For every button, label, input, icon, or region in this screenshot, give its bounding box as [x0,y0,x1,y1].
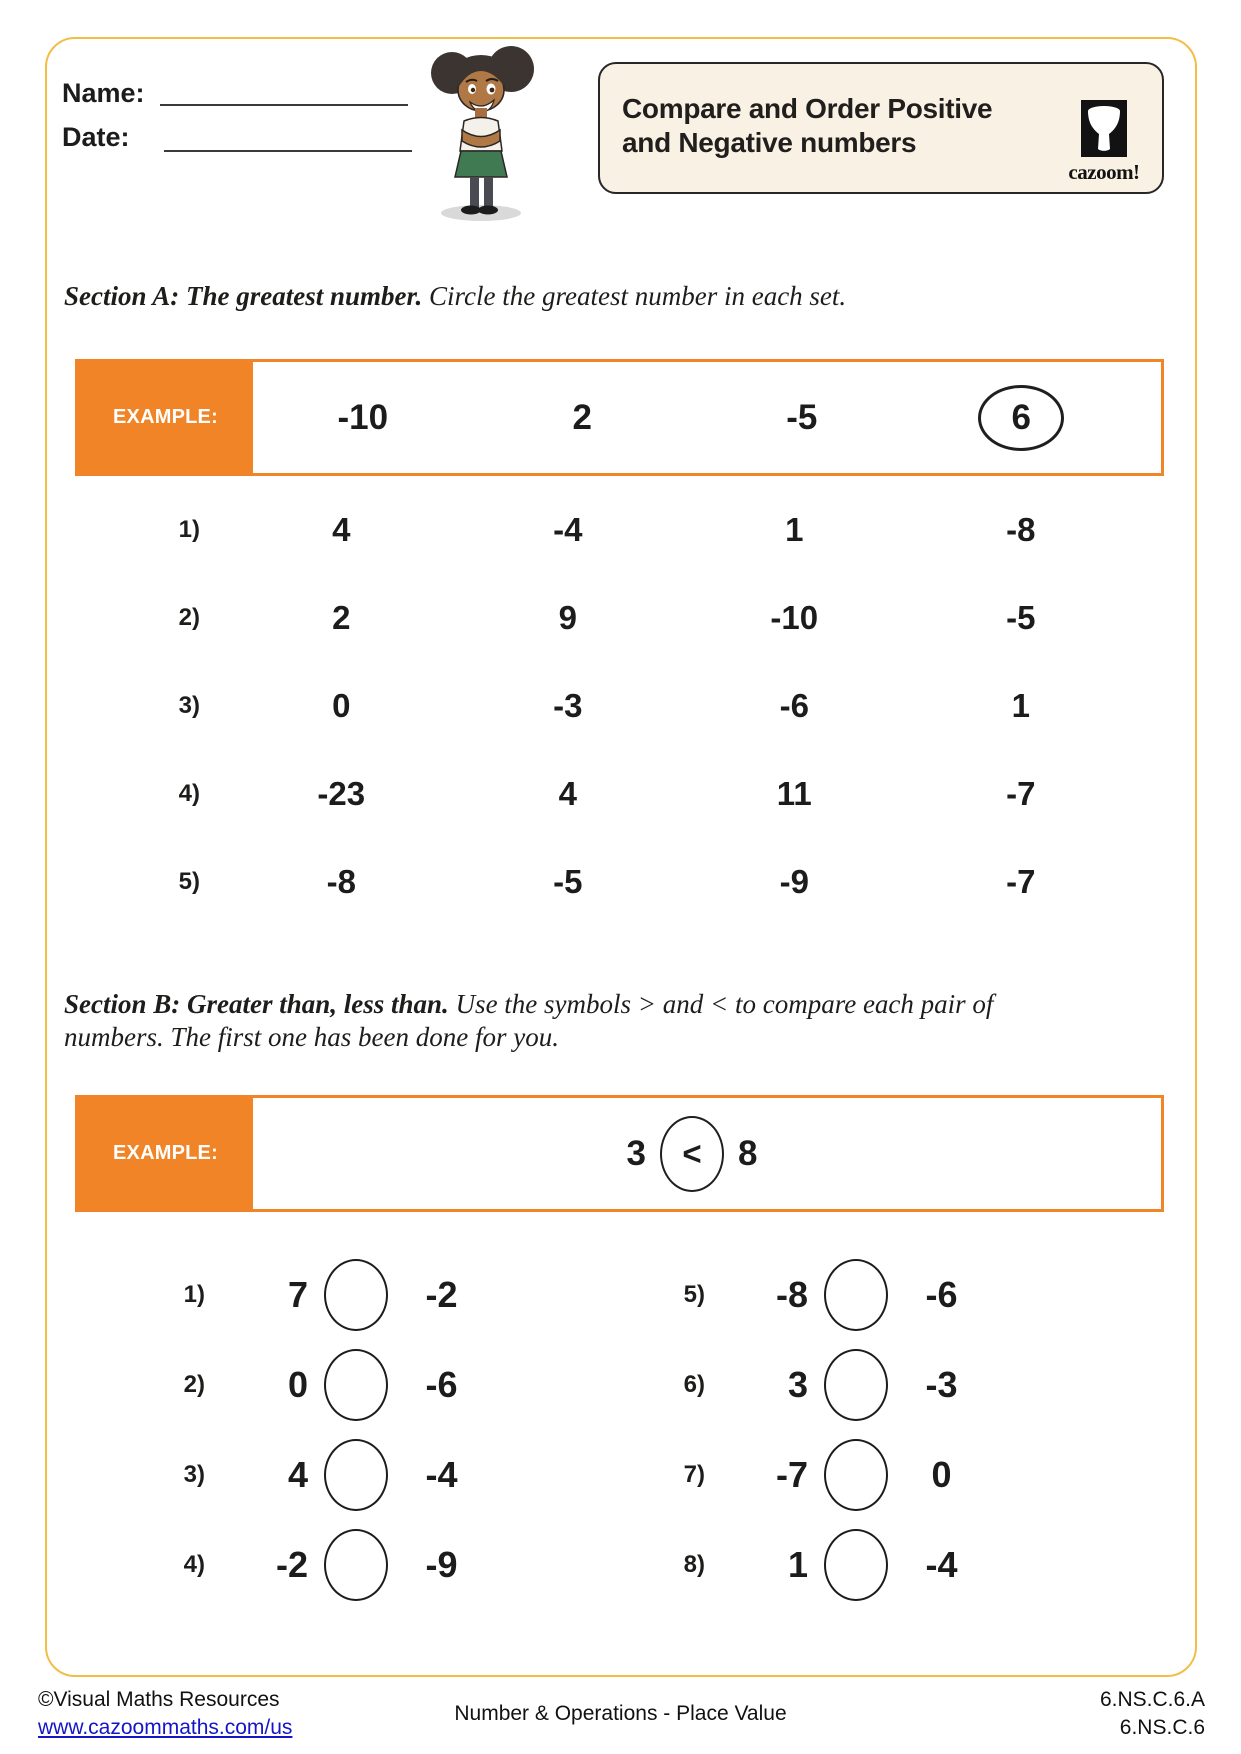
number-option[interactable]: 11 [776,775,812,812]
problem-number: 6) [683,1371,705,1398]
worksheet-title: Compare and Order Positive and Negative numbers [622,93,993,158]
section-b-heading [64,988,1074,1055]
compare-left-number: 4 [287,1454,308,1495]
example-number: -10 [337,397,389,437]
table-row [75,838,1164,926]
compare-left-number: 1 [787,1544,808,1585]
list-item [575,1430,1045,1520]
list-item [575,1340,1045,1430]
date-input-line[interactable] [164,150,412,152]
compare-left-number: 3 [787,1364,808,1405]
name-input-line[interactable] [160,104,408,106]
section-b-example-content [253,1098,1161,1209]
compare-right-number: -2 [425,1274,458,1315]
problem-number: 5) [178,868,200,895]
number-option[interactable]: -4 [553,511,583,548]
number-option[interactable]: 1 [1011,687,1030,724]
compare-right-number: -4 [425,1454,458,1495]
example-number: 2 [572,397,592,437]
problem-number: 2) [178,604,200,631]
date-label: Date: [62,122,130,152]
answer-circle[interactable] [324,1439,388,1511]
number-option[interactable]: -8 [1006,511,1036,548]
table-row [75,750,1164,838]
number-option[interactable]: -7 [1006,863,1036,900]
compare-right-number: -9 [425,1544,458,1585]
compare-right-number: 0 [931,1454,952,1495]
section-b-heading-desc: Use the symbols > and < to compare each pair of numbers. The first one has been done for you. [64,989,994,1053]
number-option[interactable]: -5 [553,863,583,900]
problem-number: 5) [683,1281,705,1308]
example-number: -5 [786,397,818,437]
number-option[interactable]: -7 [1006,775,1036,812]
example-label: EXAMPLE: [78,362,253,473]
number-option[interactable]: -23 [317,775,366,812]
problem-number: 3) [183,1461,205,1488]
problem-number: 1) [183,1281,205,1308]
djembe-drum-icon [1081,100,1127,157]
number-option[interactable]: -6 [779,687,809,724]
cazoom-logo-text: cazoom! [1068,160,1140,184]
answer-circle[interactable] [824,1439,888,1511]
problem-number: 4) [178,780,200,807]
girl-cartoon-icon [424,42,539,222]
number-option[interactable]: -8 [326,863,356,900]
section-a-heading-desc: Circle the greatest number in each set. [422,281,847,311]
compare-left-number: -8 [775,1274,808,1315]
example-right-number: 8 [738,1133,758,1173]
section-b-heading-bold: Section B: Greater than, less than. [64,989,449,1019]
website-link[interactable]: www.cazoommaths.com/us [38,1716,293,1739]
problem-number: 1) [178,516,200,543]
list-item [75,1340,545,1430]
copyright-text: ©Visual Maths Resources [38,1688,280,1711]
problem-number: 8) [683,1551,705,1578]
number-option[interactable]: 9 [558,599,577,636]
compare-right-number: -4 [925,1544,958,1585]
answer-circle[interactable] [824,1529,888,1601]
compare-left-number: -2 [275,1544,308,1585]
section-b-problems-right [575,1250,1045,1610]
problem-number: 3) [178,692,200,719]
footer-category: Number & Operations - Place Value [454,1702,787,1725]
number-option[interactable]: 4 [332,511,351,548]
section-a-example-content [253,362,1161,473]
table-row [75,486,1164,574]
compare-right-number: -3 [925,1364,958,1405]
table-row [75,574,1164,662]
answer-circle[interactable] [824,1259,888,1331]
name-label: Name: [62,78,145,108]
section-a-example-box [75,359,1164,476]
number-option[interactable]: -9 [779,863,809,900]
section-a-heading [64,280,1074,313]
student-character-illustration [424,42,539,227]
number-option[interactable]: 1 [785,511,804,548]
compare-right-number: -6 [925,1274,958,1315]
number-option[interactable]: -3 [553,687,583,724]
list-item [575,1250,1045,1340]
number-option[interactable]: 0 [332,687,351,724]
answer-circle[interactable] [324,1529,388,1601]
table-row [75,662,1164,750]
number-option[interactable]: -5 [1006,599,1036,636]
section-b-problems-left [75,1250,545,1610]
section-b-example-box [75,1095,1164,1212]
example-label: EXAMPLE: [78,1098,253,1209]
answer-circle[interactable] [324,1349,388,1421]
answer-circle[interactable] [324,1259,388,1331]
section-a-problems [75,486,1164,926]
footer-standards [1100,1686,1205,1742]
number-option[interactable]: -10 [770,599,819,636]
compare-left-number: 7 [287,1274,308,1315]
list-item [75,1250,545,1340]
worksheet-title-box [598,62,1164,194]
circled-answer: 6 [978,385,1064,451]
problem-number: 4) [183,1551,205,1578]
example-left-number: 3 [626,1133,646,1173]
list-item [75,1520,545,1610]
number-option[interactable]: 2 [332,599,351,636]
list-item [75,1430,545,1520]
problem-number: 7) [683,1461,705,1488]
compare-left-number: -7 [775,1454,808,1495]
number-option[interactable]: 4 [558,775,577,812]
compare-right-number: -6 [425,1364,458,1405]
section-a-heading-bold: Section A: The greatest number. [64,281,423,311]
standard-code: 6.NS.C.6.A [1099,1688,1205,1711]
answer-circle[interactable] [824,1349,888,1421]
problem-number: 2) [183,1371,205,1398]
list-item [575,1520,1045,1610]
standard-code: 6.NS.C.6 [1119,1716,1205,1739]
cazoom-logo [1056,100,1152,185]
circled-symbol: < [660,1116,724,1192]
compare-left-number: 0 [287,1364,308,1405]
